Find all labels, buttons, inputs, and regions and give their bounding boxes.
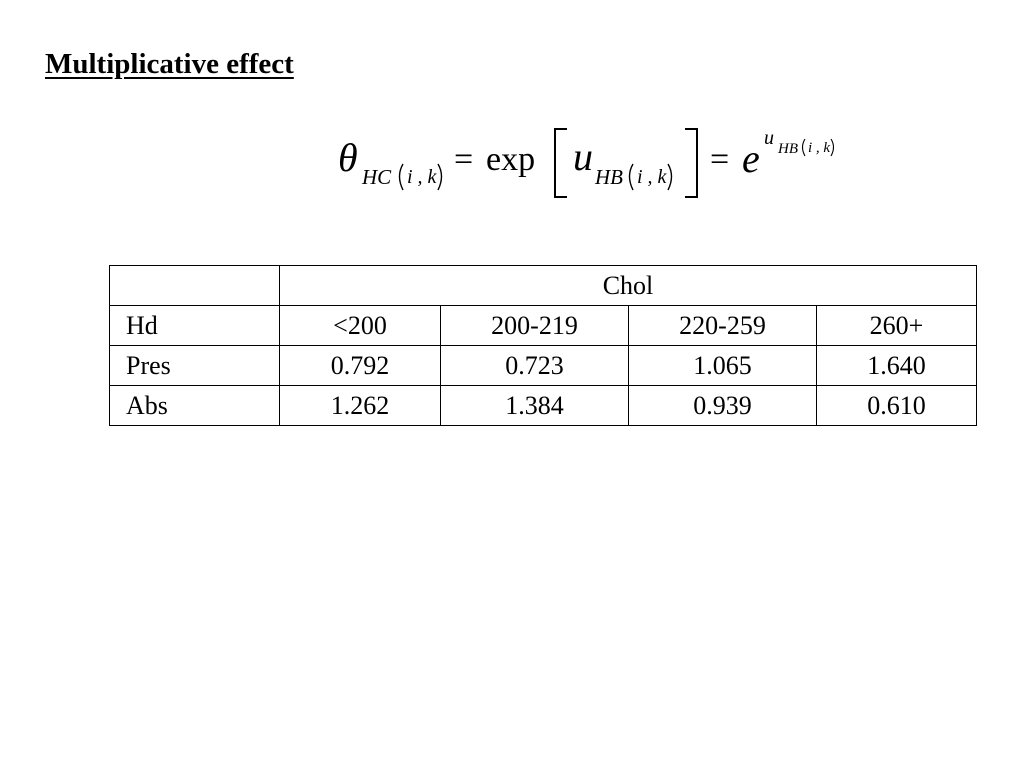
table-cell: 1.262 bbox=[280, 386, 441, 426]
table-cell: 1.384 bbox=[441, 386, 629, 426]
table-row bbox=[110, 346, 977, 386]
table-cell: 0.723 bbox=[441, 346, 629, 386]
table-column-header: 220-259 bbox=[629, 306, 817, 346]
formula-equals-2: = bbox=[710, 141, 730, 178]
formula-theta: θ bbox=[338, 135, 358, 180]
table-column-header: 200-219 bbox=[441, 306, 629, 346]
data-table bbox=[109, 265, 977, 426]
formula-u-close-paren bbox=[668, 164, 672, 190]
formula-right-bracket bbox=[685, 129, 697, 197]
formula-sup-close-paren bbox=[831, 139, 834, 156]
table-group-header: Chol bbox=[280, 266, 977, 306]
formula-e: e bbox=[742, 136, 760, 181]
formula-sup-index: i , k bbox=[808, 140, 831, 156]
table-header-group-row bbox=[110, 266, 977, 306]
formula-equals-1: = bbox=[454, 141, 474, 178]
table-cell: 0.792 bbox=[280, 346, 441, 386]
table-cell: 1.640 bbox=[817, 346, 977, 386]
slide-title: Multiplicative effect bbox=[45, 48, 294, 80]
formula-lhs-close-paren bbox=[438, 164, 442, 190]
formula-u-subscript: HB bbox=[595, 165, 623, 189]
table-column-header: <200 bbox=[280, 306, 441, 346]
table-row-label: Hd bbox=[110, 306, 280, 346]
formula-sup-u: u bbox=[764, 127, 774, 149]
formula-lhs-index: i , k bbox=[407, 166, 437, 188]
table-cell: 0.610 bbox=[817, 386, 977, 426]
formula-lhs-open-paren bbox=[400, 164, 404, 190]
formula-exp: exp bbox=[486, 141, 536, 178]
table-row-label: Pres bbox=[110, 346, 280, 386]
formula-u-index: i , k bbox=[637, 166, 667, 188]
formula-sup-open-paren bbox=[803, 139, 806, 156]
formula-svg bbox=[336, 118, 846, 208]
formula bbox=[336, 118, 846, 208]
table-column-header: 260+ bbox=[817, 306, 977, 346]
table-cell: 0.939 bbox=[629, 386, 817, 426]
table-row-label: Abs bbox=[110, 386, 280, 426]
formula-u: u bbox=[573, 134, 593, 179]
table-corner-cell bbox=[110, 266, 280, 306]
table-column-header-row bbox=[110, 306, 977, 346]
formula-u-open-paren bbox=[630, 164, 634, 190]
table-row bbox=[110, 386, 977, 426]
formula-sup-subscript: HB bbox=[778, 141, 798, 157]
formula-left-bracket bbox=[555, 129, 567, 197]
formula-lhs-subscript: HC bbox=[362, 165, 392, 189]
table-cell: 1.065 bbox=[629, 346, 817, 386]
